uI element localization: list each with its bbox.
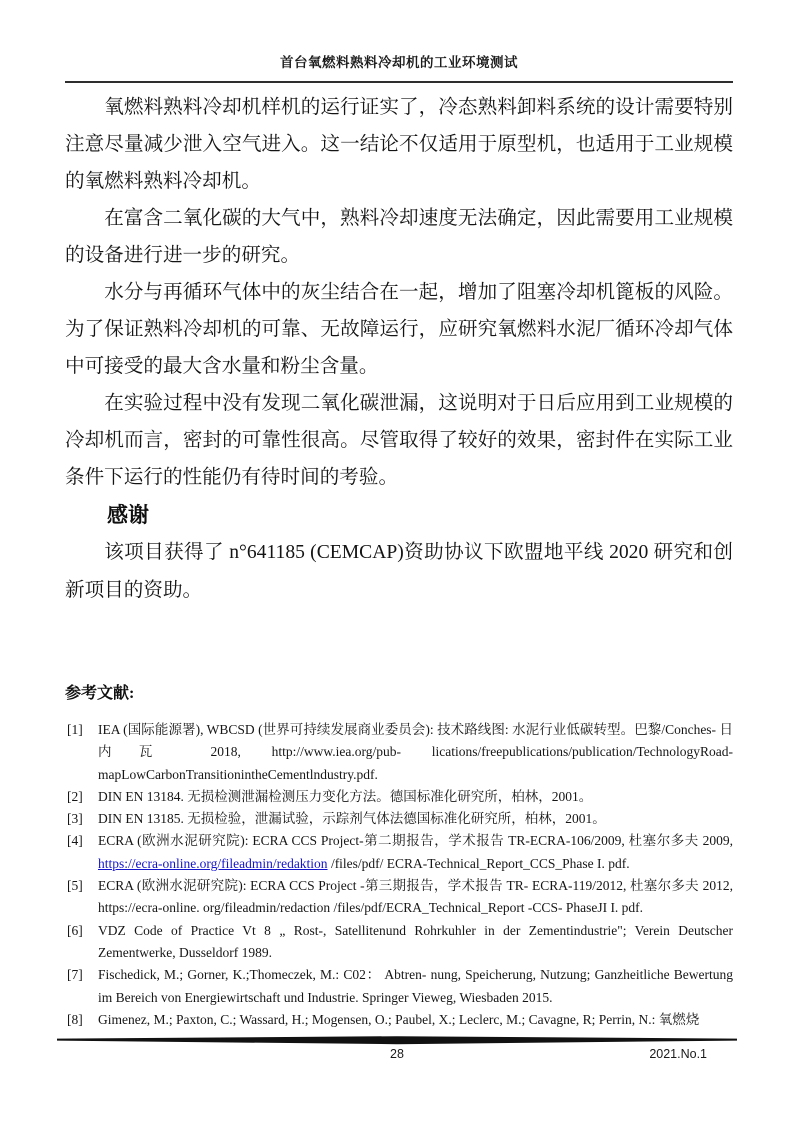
body-paragraph-3: 水分与再循环气体中的灰尘结合在一起，增加了阻塞冷却机篦板的风险。为了保证熟料冷却机的可靠、无故障运行，应研究氧燃料水泥厂循环冷却气体中可接受的最大含水量和粉尘含量。: [65, 282, 733, 377]
header-rule: [65, 81, 733, 83]
body-paragraph-1: 氧燃料熟料冷却机样机的运行证实了，冷态熟料卸料系统的设计需要特别注意尽量减少泄入空气进入。这一结论不仅适用于原型机，也适用于工业规模的氧燃料熟料冷却机。: [65, 97, 733, 192]
reference-item-6: [65, 920, 733, 965]
body-paragraph-4: 在实验过程中没有发现二氧化碳泄漏，这说明对于日后应用到工业规模的冷却机而言，密封的可靠性很高。尽管取得了较好的效果，密封件在实际工业条件下运行的性能仍有待时间的考验。: [65, 393, 733, 488]
reference-label-1: [1]: [67, 722, 83, 737]
reference-item-3: [65, 808, 733, 830]
page-footer: [57, 1036, 737, 1063]
reference-hyperlink[interactable]: https://ecra-online.org/fileadmin/redaktion: [98, 855, 328, 871]
reference-text-8: Gimenez, M.; Paxton, C.; Wassard, H.; Mogensen, O.; Paubel, X.; Leclerc, M.; Cavagne, R; Perrin, N.: 氧燃烧: [98, 1011, 700, 1027]
footer-row: [57, 1047, 737, 1063]
running-head-title: 首台氧燃料熟料冷却机的工业环境测试: [280, 55, 518, 70]
issue-label: 2021.No.1: [649, 1047, 707, 1061]
reference-item-5: [65, 875, 733, 920]
reference-text-6: VDZ Code of Practice Vt 8 „ Rost-, Satellitenund Rohrkuhler in der Zementindustrie"; Verein Deutscher Zementwerke, Dusseldorf 1989.: [98, 922, 733, 960]
acknowledgements-text: 该项目获得了 n°641185 (CEMCAP)资助协议下欧盟地平线 2020 研究和创新项目的资助。: [65, 542, 733, 601]
reference-label-5: [5]: [67, 878, 83, 894]
reference-item-1: [65, 719, 733, 786]
reference-item-2: [65, 786, 733, 808]
reference-text-4-post: /files/pdf/ ECRA-Technical_Report_CCS_Phase I. pdf.: [327, 855, 630, 871]
footer-rule: [57, 1036, 737, 1045]
reference-label-2: [2]: [67, 788, 83, 804]
reference-label-6: [6]: [67, 922, 83, 938]
article-body: [65, 89, 733, 610]
reference-item-8: [65, 1009, 733, 1031]
page-content: [65, 50, 733, 1031]
reference-label-7: [7]: [67, 967, 83, 983]
reference-text-7: Fischedick, M.; Gorner, K.;Thomeczek, M.: C02： Abtren- nung, Speicherung, Nutzung; Ganzheitliche Bewertung im Bereich von Energiewirtschaft und Industrie. Springer Vieweg, Wiesbaden 2015.: [98, 967, 733, 1005]
body-paragraph-2: 在富含二氧化碳的大气中，熟料冷却速度无法确定，因此需要用工业规模的设备进行进一步的研究。: [65, 208, 733, 266]
acknowledgements-heading: 感谢: [107, 503, 149, 527]
reference-item-7: [65, 964, 733, 1009]
reference-text-2: DIN EN 13184. 无损检测泄漏检测压力变化方法。德国标准化研究所，柏林，2001。: [98, 788, 593, 804]
reference-label-8: [8]: [67, 1011, 83, 1027]
reference-text-4-pre: ECRA (欧洲水泥研究院): ECRA CCS Project-第二期报告，学术报告 TR-ECRA-106/2009, 杜塞尔多夫 2009,: [98, 833, 733, 849]
references-list: [65, 719, 733, 1031]
reference-text-5: ECRA (欧洲水泥研究院): ECRA CCS Project -第三期报告，学术报告 TR- ECRA-119/2012, 杜塞尔多夫 2012, https://ecra-online. org/fileadmin/redaction /files/pdf/ECRA_Technical_Report -CCS- PhaseJI I. pdf.: [98, 878, 733, 916]
reference-text-3: DIN EN 13185. 无损检验，泄漏试验，示踪剂气体法德国标准化研究所，柏林，2001。: [98, 811, 606, 827]
reference-label-4: [4]: [67, 833, 83, 849]
reference-item-4: [65, 830, 733, 875]
reference-label-3: [3]: [67, 811, 83, 827]
reference-text-1: IEA (国际能源署), WBCSD (世界可持续发展商业委员会): 技术路线图: 水泥行业低碳转型。巴黎/Conches- 日内瓦 2018, http://www.iea.org/pub- lications/freepublications/publication/TechnologyRoad- mapLowCarbonTransitionintheCementlndustry.pdf.: [98, 722, 733, 782]
page-number: 28: [390, 1047, 404, 1061]
references-heading: 参考文献:: [65, 685, 135, 702]
